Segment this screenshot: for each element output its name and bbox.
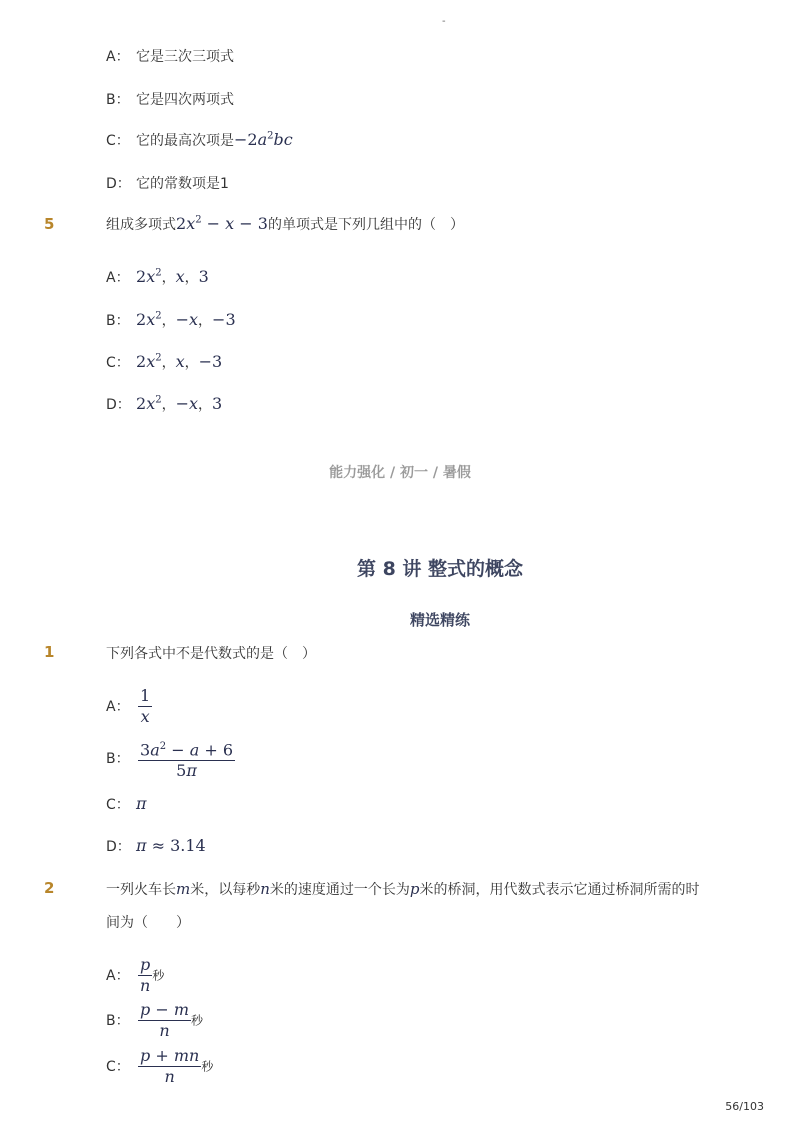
prev-option-b: B： 它是四次两项式 [106, 92, 234, 108]
question-number: 1 [44, 643, 55, 661]
fraction: $\frac{p}{n}$ [140, 955, 151, 995]
math-expression: $2x^2 - x - 3$ [176, 214, 268, 233]
q1-option-c: C： π [106, 794, 147, 813]
question-number: 2 [44, 879, 55, 897]
q2-option-b: B： $\frac{p - m}{n}$ 秒 [106, 1000, 204, 1040]
fraction: $\frac{3a^2 - a + 6}{5\pi}$ [138, 737, 235, 781]
q5-option-d: D： $2x^2$，−x，3 [106, 394, 223, 413]
header-mark: - [442, 16, 446, 27]
fraction: $\frac{p + mn}{n}$ [140, 1046, 200, 1086]
breadcrumb: 能力强化 / 初一 / 暑假 [329, 465, 471, 481]
fraction: $\frac{p - m}{n}$ [140, 1000, 189, 1040]
q2-option-a: A： $\frac{p}{n}$ 秒 [106, 955, 165, 995]
q1-option-a: A： $\frac{1}{x}$ [106, 686, 151, 726]
lesson-title: 第 8 讲 整式的概念 [356, 558, 524, 580]
question-number: 5 [44, 215, 55, 233]
question-text-line2: 间为（ ） [106, 915, 190, 931]
q1-option-d: D： π ≈ 3.14 [106, 836, 206, 855]
page-number: 56/103 [725, 1100, 764, 1113]
question-text-line1: 一列火车长m米，以每秒n米的速度通过一个长为p米的桥洞，用代数式表示它通过桥洞所需的时 [106, 880, 700, 898]
math-expression: $-2a^2bc$ [234, 130, 293, 149]
q5-option-a: A： $2x^2$，x，3 [106, 267, 209, 286]
q2-option-c: C： $\frac{p + mn}{n}$ 秒 [106, 1046, 214, 1086]
fraction: $\frac{1}{x}$ [140, 686, 151, 726]
q1-option-b: B： $\frac{3a^2 - a + 6}{5\pi}$ [106, 737, 235, 781]
prev-option-a: A： 它是三次三项式 [106, 49, 234, 65]
prev-option-d: D： 它的常数项是1 [106, 176, 229, 192]
q5-option-b: B： $2x^2$，−x，−3 [106, 310, 236, 329]
section-title: 精选精练 [409, 611, 470, 629]
question-text: 下列各式中不是代数式的是（ ） [106, 646, 316, 662]
question-text: 组成多项式$2x^2 - x - 3$的单项式是下列几组中的（ ） [106, 214, 464, 233]
prev-option-c: C： 它的最高次项是$-2a^2bc$ [106, 130, 293, 149]
q5-option-c: C： $2x^2$，x，−3 [106, 352, 223, 371]
